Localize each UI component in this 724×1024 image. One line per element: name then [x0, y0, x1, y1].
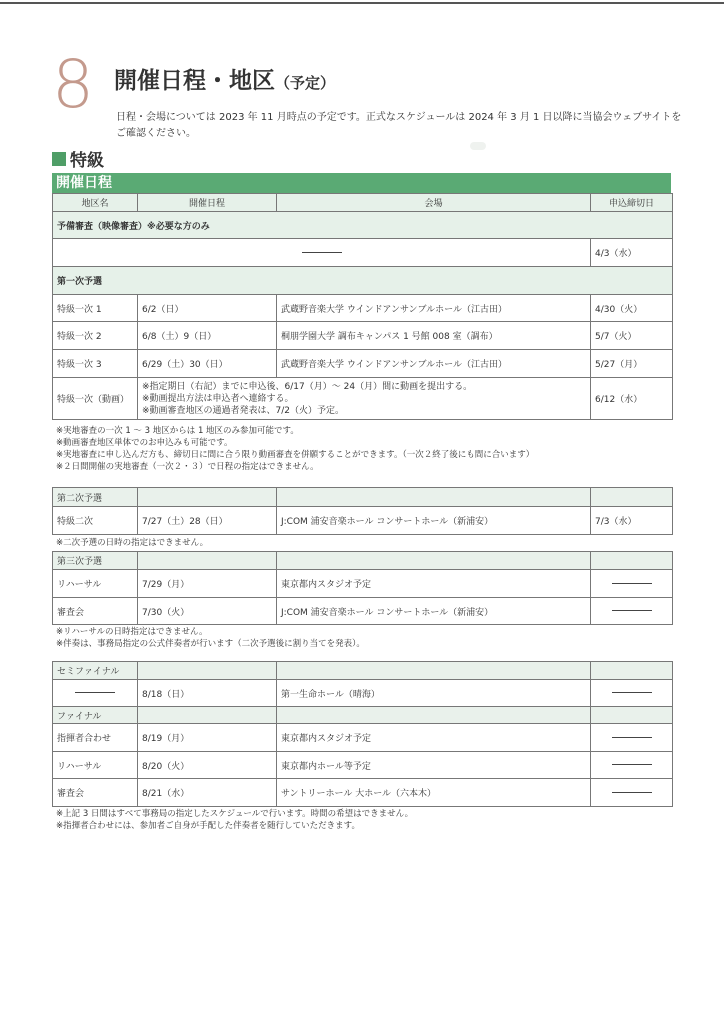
table-row [53, 724, 673, 752]
grade-heading [52, 146, 104, 171]
first-round-notes [56, 425, 676, 473]
semifinal-header-row [53, 662, 673, 680]
table-row [53, 570, 673, 598]
deadline-cell [591, 779, 673, 807]
final-label: ファイナル [53, 707, 138, 724]
preliminary-label: 予備審査（映像審査）※必要な方のみ [53, 212, 673, 239]
region-cell: 特級一次（動画） [53, 378, 138, 420]
deadline-cell [591, 680, 673, 707]
semifinal-label: セミファイナル [53, 662, 138, 680]
table-row [53, 680, 673, 707]
note-line: ※２日間開催の実地審査（一次２・３）で日程の指定はできません。 [56, 462, 319, 472]
video-instruction-line: ※指定期日（右記）までに申込後、6/17（月）～ 24（月）間に動画を提出する。 [142, 381, 473, 392]
region-cell: リハーサル [53, 570, 138, 598]
section-title [114, 62, 335, 95]
venue-cell: 第一生命ホール（晴海） [277, 680, 591, 707]
top-rule [0, 2, 724, 4]
dash-mark [75, 692, 115, 693]
date-cell: 8/18（日） [138, 680, 277, 707]
empty-cell [591, 552, 673, 570]
region-cell: 特級一次 3 [53, 350, 138, 378]
third-round-label: 第三次予選 [53, 552, 138, 570]
second-round-label: 第二次予選 [53, 488, 138, 507]
col-header-deadline: 申込締切日 [591, 194, 673, 212]
region-cell: 特級一次 1 [53, 295, 138, 322]
venue-cell: 東京都内スタジオ予定 [277, 570, 591, 598]
table-row [53, 779, 673, 807]
dash-mark [612, 792, 652, 793]
grade-label: 特級 [70, 151, 104, 171]
preliminary-deadline: 4/3（水） [591, 239, 673, 267]
video-instructions-cell [138, 378, 591, 420]
venue-cell: J:COM 浦安音楽ホール コンサートホール（新浦安） [277, 507, 591, 535]
deadline-cell: 7/3（水） [591, 507, 673, 535]
deadline-cell [591, 570, 673, 598]
region-cell [53, 680, 138, 707]
table-row [53, 322, 673, 350]
date-cell: 6/2（日） [138, 295, 277, 322]
empty-cell [138, 552, 277, 570]
region-cell: 審査会 [53, 598, 138, 625]
region-cell: 指揮者合わせ [53, 724, 138, 752]
schedule-table-second-round [52, 487, 673, 535]
second-round-header-row [53, 488, 673, 507]
empty-cell [138, 488, 277, 507]
deadline-cell: 4/30（火） [591, 295, 673, 322]
schedule-table-finals [52, 661, 673, 807]
note-line: ※リハーサルの日時指定はできません。 [56, 627, 208, 637]
table-header-row [53, 194, 673, 212]
date-cell: 6/8（土）9（日） [138, 322, 277, 350]
dash-mark [612, 737, 652, 738]
venue-cell: 東京都内ホール等予定 [277, 752, 591, 779]
schedule-table-main [52, 193, 673, 420]
deadline-cell: 6/12（水） [591, 378, 673, 420]
third-round-header-row [53, 552, 673, 570]
date-cell: 7/30（火） [138, 598, 277, 625]
preliminary-header-row [53, 212, 673, 239]
date-cell: 7/27（土）28（日） [138, 507, 277, 535]
venue-cell: 東京都内スタジオ予定 [277, 724, 591, 752]
table-row [53, 295, 673, 322]
col-header-region: 地区名 [53, 194, 138, 212]
empty-cell [277, 707, 591, 724]
venue-cell: J:COM 浦安音楽ホール コンサートホール（新浦安） [277, 598, 591, 625]
table-row [53, 598, 673, 625]
date-cell: 8/19（月） [138, 724, 277, 752]
dash-mark [612, 583, 652, 584]
green-square-icon [52, 152, 66, 166]
col-header-venue: 会場 [277, 194, 591, 212]
intro-text: 日程・会場については 2023 年 11 月時点の予定です。正式なスケジュールは 2024 年 3 月 1 日以降に当協会ウェブサイトをご確認ください。 [116, 112, 682, 139]
note-line: ※上記 3 日間はすべて事務局の指定したスケジュールで行います。時間の希望はできません。 [56, 809, 414, 819]
first-round-header-row [53, 267, 673, 295]
empty-cell [591, 707, 673, 724]
empty-cell [277, 662, 591, 680]
deadline-cell [591, 724, 673, 752]
dash-mark [612, 764, 652, 765]
final-header-row [53, 707, 673, 724]
note-line: ※指揮者合わせには、参加者ご自身が手配した伴奏者を随行していただきます。 [56, 821, 360, 831]
deadline-cell [591, 598, 673, 625]
schedule-bar: 開催日程 [52, 173, 671, 193]
deadline-cell: 5/7（火） [591, 322, 673, 350]
table-row [53, 752, 673, 779]
date-cell: 6/29（土）30（日） [138, 350, 277, 378]
table-row [53, 239, 673, 267]
region-cell: 特級二次 [53, 507, 138, 535]
dash-mark [612, 610, 652, 611]
table-row [53, 350, 673, 378]
first-round-label: 第一次予選 [53, 267, 673, 295]
empty-cell [138, 662, 277, 680]
empty-cell [277, 552, 591, 570]
empty-cell [138, 707, 277, 724]
note-line: ※動画審査地区単体でのお申込みも可能です。 [56, 438, 233, 448]
video-instruction-line: ※動画提出方法は申込者へ連絡する。 [142, 393, 294, 404]
region-cell: 特級一次 2 [53, 322, 138, 350]
second-round-note: ※二次予選の日時の指定はできません。 [56, 538, 209, 548]
empty-cell [591, 488, 673, 507]
dash-mark [612, 692, 652, 693]
final-notes [56, 808, 676, 832]
dash-mark [302, 252, 342, 253]
preliminary-empty-cell [53, 239, 591, 267]
deadline-cell [591, 752, 673, 779]
section-title-text: 開催日程・地区 [114, 68, 275, 94]
video-instruction-line: ※動画審査地区の通過者発表は、7/2（火）予定。 [142, 405, 345, 416]
venue-cell: 武蔵野音楽大学 ウインドアンサンブルホール（江古田） [277, 295, 591, 322]
region-cell: リハーサル [53, 752, 138, 779]
note-line: ※伴奏は、事務局指定の公式伴奏者が行います（二次予選後に割り当てを発表）。 [56, 639, 365, 649]
date-cell: 7/29（月） [138, 570, 277, 598]
section-title-suffix: （予定） [275, 74, 336, 92]
third-round-notes [56, 626, 676, 650]
note-line: ※実地審査の一次 1 ～ 3 地区からは 1 地区のみ参加可能です。 [56, 426, 299, 436]
section-number: 8 [52, 46, 94, 123]
col-header-date: 開催日程 [138, 194, 277, 212]
scan-mark [470, 142, 486, 150]
venue-cell: サントリーホール 大ホール（六本木） [277, 779, 591, 807]
empty-cell [591, 662, 673, 680]
note-line: ※実地審査に申し込んだ方も、締切日に間に合う限り動画審査を併願することができます。（一次２終了後にも間に合います） [56, 450, 535, 460]
date-cell: 8/20（火） [138, 752, 277, 779]
region-cell: 審査会 [53, 779, 138, 807]
empty-cell [277, 488, 591, 507]
schedule-table-third-round [52, 551, 673, 625]
deadline-cell: 5/27（月） [591, 350, 673, 378]
venue-cell: 桐朋学園大学 調布キャンパス 1 号館 008 室（調布） [277, 322, 591, 350]
table-row [53, 507, 673, 535]
venue-cell: 武蔵野音楽大学 ウインドアンサンブルホール（江古田） [277, 350, 591, 378]
date-cell: 8/21（水） [138, 779, 277, 807]
table-row [53, 378, 673, 420]
